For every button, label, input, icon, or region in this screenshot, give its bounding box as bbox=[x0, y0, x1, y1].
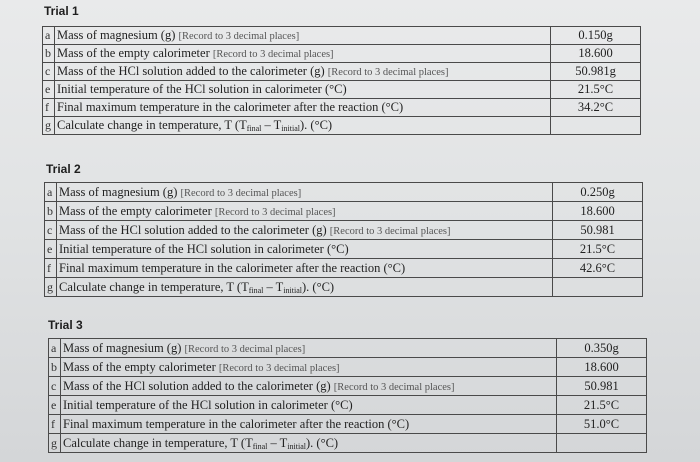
row-letter: a bbox=[49, 339, 61, 358]
row-label: Mass of the HCl solution added to the calorimeter (g) [Record to 3 decimal places] bbox=[55, 63, 551, 81]
table-row bbox=[49, 434, 647, 453]
row-value: 0.350g bbox=[557, 339, 647, 358]
row-letter: g bbox=[45, 278, 57, 297]
row-note: [Record to 3 decimal places] bbox=[333, 381, 455, 393]
row-label: Calculate change in temperature, T (Tfinal – Tinitial). (°C) bbox=[57, 278, 553, 297]
row-letter: c bbox=[45, 221, 57, 240]
row-note: [Record to 3 decimal places] bbox=[180, 187, 302, 199]
row-value-input[interactable] bbox=[557, 434, 647, 453]
row-label: Mass of magnesium (g) [Record to 3 decimal places] bbox=[57, 183, 553, 202]
row-letter: f bbox=[49, 415, 61, 434]
row-label: Mass of magnesium (g) [Record to 3 decimal places] bbox=[55, 27, 551, 45]
row-value: 18.600 bbox=[557, 358, 647, 377]
row-letter: e bbox=[43, 81, 55, 99]
row-label: Final maximum temperature in the calorimeter after the reaction (°C) bbox=[55, 99, 551, 117]
row-value: 34.2°C bbox=[551, 99, 641, 117]
table-row bbox=[43, 117, 641, 135]
row-note: [Record to 3 decimal places] bbox=[178, 31, 300, 42]
row-value-input[interactable] bbox=[553, 278, 643, 297]
row-letter: b bbox=[49, 358, 61, 377]
row-value: 21.5°C bbox=[557, 396, 647, 415]
row-note: [Record to 3 decimal places] bbox=[218, 362, 340, 374]
row-value: 0.250g bbox=[553, 183, 643, 202]
table-row bbox=[43, 45, 641, 63]
table-row bbox=[49, 358, 647, 377]
row-label: Mass of magnesium (g) [Record to 3 decimal places] bbox=[61, 339, 557, 358]
trial-1-title: Trial 1 bbox=[44, 4, 79, 18]
trial-1-table bbox=[42, 26, 641, 135]
table-row bbox=[49, 377, 647, 396]
table-row bbox=[49, 415, 647, 434]
table-row bbox=[45, 221, 643, 240]
row-note: [Record to 3 decimal places] bbox=[212, 49, 334, 60]
table-row bbox=[45, 278, 643, 297]
row-label: Calculate change in temperature, T (Tfinal – Tinitial). (°C) bbox=[55, 117, 551, 135]
row-label: Initial temperature of the HCl solution in calorimeter (°C) bbox=[55, 81, 551, 99]
table-row bbox=[45, 183, 643, 202]
row-value: 18.600 bbox=[551, 45, 641, 63]
row-label: Initial temperature of the HCl solution in calorimeter (°C) bbox=[61, 396, 557, 415]
row-label: Mass of the empty calorimeter [Record to 3 decimal places] bbox=[61, 358, 557, 377]
row-letter: f bbox=[43, 99, 55, 117]
row-letter: e bbox=[45, 240, 57, 259]
row-value: 0.150g bbox=[551, 27, 641, 45]
row-value: 50.981 bbox=[553, 221, 643, 240]
row-label: Mass of the empty calorimeter [Record to 3 decimal places] bbox=[55, 45, 551, 63]
row-value: 51.0°C bbox=[557, 415, 647, 434]
row-label: Final maximum temperature in the calorimeter after the reaction (°C) bbox=[61, 415, 557, 434]
row-value: 42.6°C bbox=[553, 259, 643, 278]
row-note: [Record to 3 decimal places] bbox=[214, 206, 336, 218]
table-row bbox=[45, 259, 643, 278]
row-letter: g bbox=[43, 117, 55, 135]
table-row bbox=[43, 27, 641, 45]
row-label: Calculate change in temperature, T (Tfinal – Tinitial). (°C) bbox=[61, 434, 557, 453]
row-value: 21.5°C bbox=[553, 240, 643, 259]
row-letter: e bbox=[49, 396, 61, 415]
row-label: Mass of the empty calorimeter [Record to 3 decimal places] bbox=[57, 202, 553, 221]
row-value: 50.981g bbox=[551, 63, 641, 81]
table-row bbox=[43, 81, 641, 99]
row-letter: b bbox=[45, 202, 57, 221]
trial-2-title: Trial 2 bbox=[46, 162, 81, 176]
row-letter: a bbox=[43, 27, 55, 45]
row-letter: c bbox=[49, 377, 61, 396]
table-row bbox=[45, 202, 643, 221]
row-value-input[interactable] bbox=[551, 117, 641, 135]
row-label: Initial temperature of the HCl solution in calorimeter (°C) bbox=[57, 240, 553, 259]
row-label: Final maximum temperature in the calorimeter after the reaction (°C) bbox=[57, 259, 553, 278]
row-value: 21.5°C bbox=[551, 81, 641, 99]
row-letter: b bbox=[43, 45, 55, 63]
row-letter: g bbox=[49, 434, 61, 453]
table-row bbox=[43, 99, 641, 117]
row-label: Mass of the HCl solution added to the calorimeter (g) [Record to 3 decimal places] bbox=[57, 221, 553, 240]
table-row bbox=[49, 396, 647, 415]
table-row bbox=[49, 339, 647, 358]
table-row bbox=[45, 240, 643, 259]
table-row bbox=[43, 63, 641, 81]
row-note: [Record to 3 decimal places] bbox=[329, 225, 451, 237]
trial-3-title: Trial 3 bbox=[48, 318, 83, 332]
row-note: [Record to 3 decimal places] bbox=[184, 343, 306, 355]
row-letter: c bbox=[43, 63, 55, 81]
row-note: [Record to 3 decimal places] bbox=[327, 67, 449, 78]
trial-3-table bbox=[48, 338, 647, 453]
trial-2-table bbox=[44, 182, 643, 297]
row-label: Mass of the HCl solution added to the calorimeter (g) [Record to 3 decimal places] bbox=[61, 377, 557, 396]
row-value: 18.600 bbox=[553, 202, 643, 221]
row-letter: f bbox=[45, 259, 57, 278]
row-value: 50.981 bbox=[557, 377, 647, 396]
row-letter: a bbox=[45, 183, 57, 202]
